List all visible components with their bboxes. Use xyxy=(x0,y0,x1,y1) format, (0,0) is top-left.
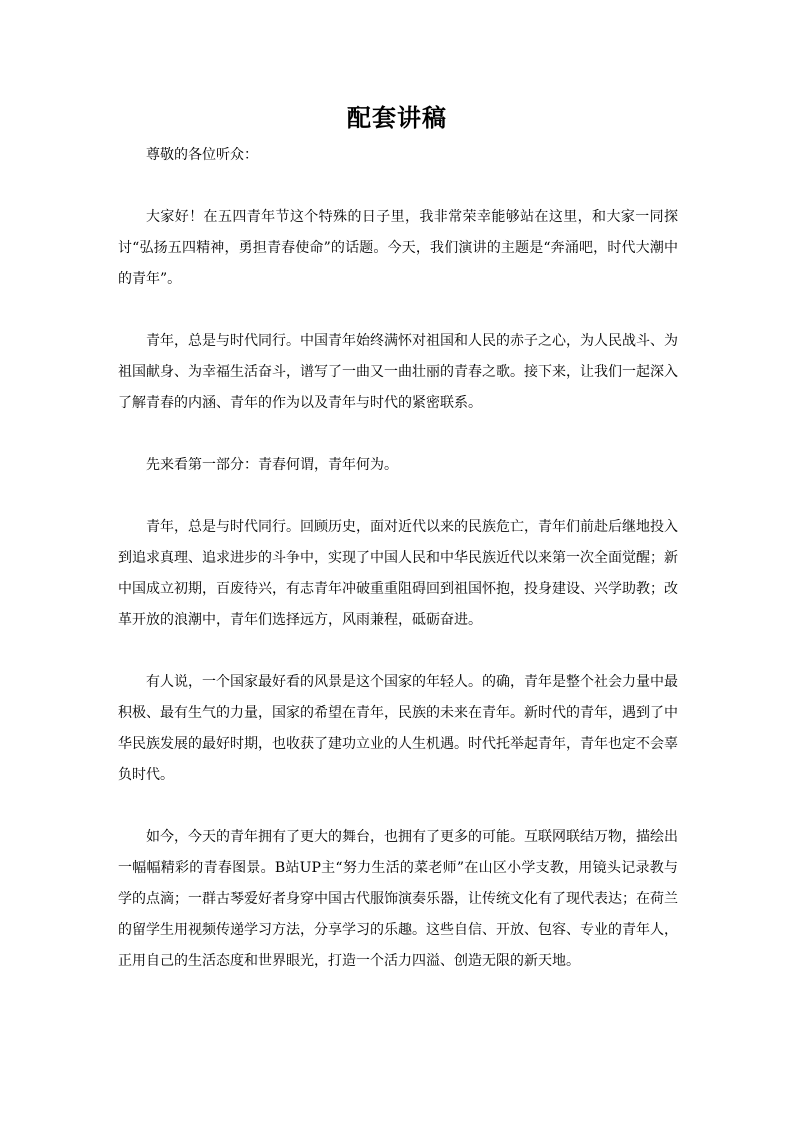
history-paragraph: 青年，总是与时代同行。回顾历史，面对近代以来的民族危亡，青年们前赴后继地投入到追求真理、追求进步的斗争中，实现了中国人民和中华民族近代以来第一次全面觉醒；新中国成立初期，百废待兴，有志青年冲破重重阻碍回到祖国怀抱，投身建设、兴学助教；改革开放的浪潮中，青年们选择远方，风雨兼程，砥砺奋进。 xyxy=(118,519,678,628)
document-body xyxy=(118,140,678,977)
document-title: 配套讲稿 xyxy=(347,103,447,132)
modern-youth-paragraph: 如今，今天的青年拥有了更大的舞台，也拥有了更多的可能。互联网联结万物，描绘出一幅幅精彩的青春图景。B站UP主“努力生活的菜老师”在山区小学支教，用镜头记录教与学的点滴；一群古琴爱好者身穿中国古代服饰演奏乐器，让传统文化有了现代表达；在荷兰的留学生用视频传递学习方法，分享学习的乐趣。这些自信、开放、包容、专业的青年人，正用自己的生活态度和世界眼光，打造一个活力四溢、创造无限的新天地。 xyxy=(118,829,678,969)
best-scenery-paragraph: 有人说，一个国家最好看的风景是这个国家的年轻人。的确，青年是整个社会力量中最积极、最有生气的力量，国家的希望在青年，民族的未来在青年。新时代的青年，遇到了中华民族发展的最好时期，也收获了建功立业的人生机遇。时代托举起青年，青年也定不会辜负时代。 xyxy=(118,674,678,783)
part-one-heading-paragraph: 先来看第一部分：青春何谓，青年何为。 xyxy=(146,457,398,473)
youth-with-era-paragraph: 青年，总是与时代同行。中国青年始终满怀对祖国和人民的赤子之心，为人民战斗、为祖国献身、为幸福生活奋斗，谱写了一曲又一曲壮丽的青春之歌。接下来，让我们一起深入了解青春的内涵、青年的作为以及青年与时代的紧密联系。 xyxy=(118,333,678,411)
opening-paragraph: 大家好！在五四青年节这个特殊的日子里，我非常荣幸能够站在这里，和大家一同探讨“弘扬五四精神，勇担青春使命”的话题。今天，我们演讲的主题是“奔涌吧，时代大潮中的青年”。 xyxy=(118,209,678,287)
salutation-paragraph: 尊敬的各位听众： xyxy=(146,147,258,163)
